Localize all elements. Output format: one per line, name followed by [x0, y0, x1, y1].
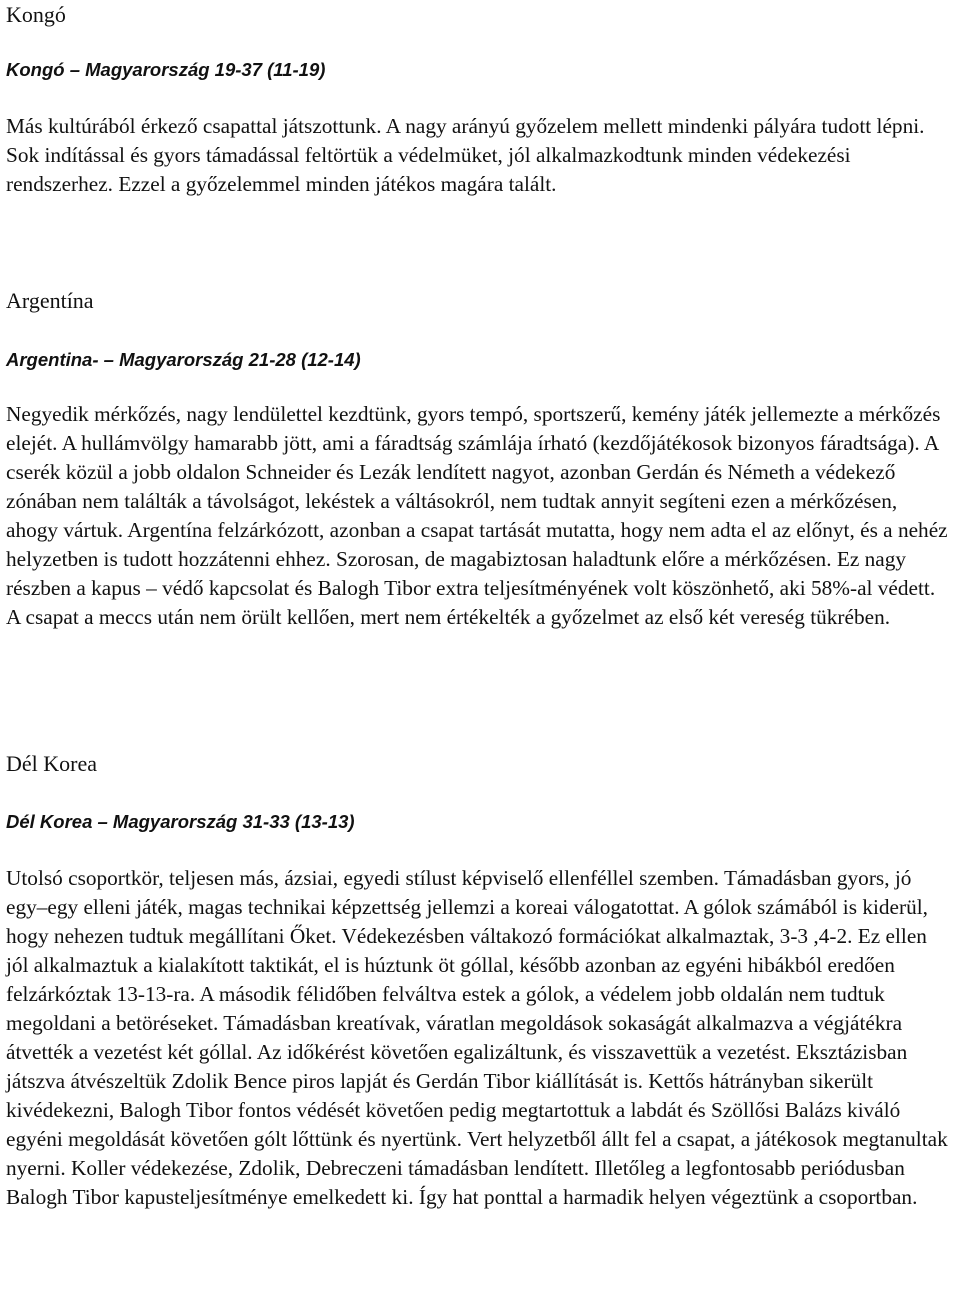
match-report-congo: Más kultúrából érkező csapattal játszottunk. A nagy arányú győzelem mellett mindenki pályára tudott lépni. Sok indítással és gyors támadással feltörtük a védelmüket, jól alkalmazkodtunk minden védekezési rendszerhez. Ezzel a győzelemmel minden játékos magára talált. [6, 114, 925, 196]
match-report-south-korea: Utolsó csoportkör, teljesen más, ázsiai, egyedi stílust képviselő ellenféllel szemben. Támadásban gyors, jó egy–egy elleni játék, magas technikai képzettség jellemzi a koreai válogatottat. A gólok számából is kiderül, hogy nehezen tudtuk megállítani Őket. Védekezésben váltakozó formációkat alkalmaztak, 3-3 ,4-2. Ez ellen jól alkalmaztuk a kialakított taktikát, el is húztunk öt góllal, később azonban az egyéni hibákból eredően felzárkóztak 13-13-ra. A második félidőben felváltva estek a gólok, a védelem jobb oldalán nem tudtuk megoldani a betöréseket. Támadásban kreatívak, váratlan megoldások sokaságát alkalmazva a végjátékra átvették a vezetést két góllal. Az időkérést követően egalizáltunk, és visszavettük a vezetést. Eksztázisban játszva átvészeltük Zdolik Bence piros lapját és Gerdán Tibor kiállítását is. Kettős hátrányban sikerült kivédekezni, Balogh Tibor fontos védését követően pedig megtartottuk a labdát és Szöllősi Balázs kiváló egyéni megoldását követően gólt lőttünk és nyertünk. Vert helyzetből állt fel a csapat, a játékosok megtanultak nyerni. Koller védekezése, Zdolik, Debreczeni támadásban lendített. Illetőleg a legfontosabb periódusban Balogh Tibor kapusteljesítménye emelkedett ki. Így hat ponttal a harmadik helyen végeztünk a csoportban. [6, 866, 948, 1209]
section-title-argentina: Argentína [6, 288, 94, 313]
section-title-south-korea: Dél Korea [6, 751, 98, 776]
match-result-argentina: Argentina- – Magyarország 21-28 (12-14) [6, 349, 361, 370]
section-title-congo: Kongó [6, 2, 66, 27]
match-result-congo: Kongó – Magyarország 19-37 (11-19) [6, 59, 326, 80]
match-report-argentina: Negyedik mérkőzés, nagy lendülettel kezdtünk, gyors tempó, sportszerű, kemény játék jellemezte a mérkőzés elejét. A hullámvölgy hamarabb jött, ami a fáradtság számlája írható (kezdőjátékosok bizonyos fáradtsága). A cserék közül a jobb oldalon Schneider és Lezák lendített nagyot, azonban Gerdán és Németh a védekező zónában nem találták a távolságot, lekéstek a váltásokról, nem tudtak annyit segíteni ezen a mérkőzésen, ahogy vártuk. Argentína felzárkózott, azonban a csapat tartását mutatta, hogy nem adta el az előnyt, és a nehéz helyzetben is tudott hozzátenni ehhez. Szorosan, de magabiztosan haladtunk előre a mérkőzésen. Ez nagy részben a kapus – védő kapcsolat és Balogh Tibor extra teljesítményének volt köszönhető, aki 58%-al védett. A csapat a meccs után nem örült kellően, mert nem értékelték a győzelmet az első két vereség tükrében. [6, 402, 948, 629]
match-result-south-korea: Dél Korea – Magyarország 31-33 (13-13) [6, 811, 355, 832]
